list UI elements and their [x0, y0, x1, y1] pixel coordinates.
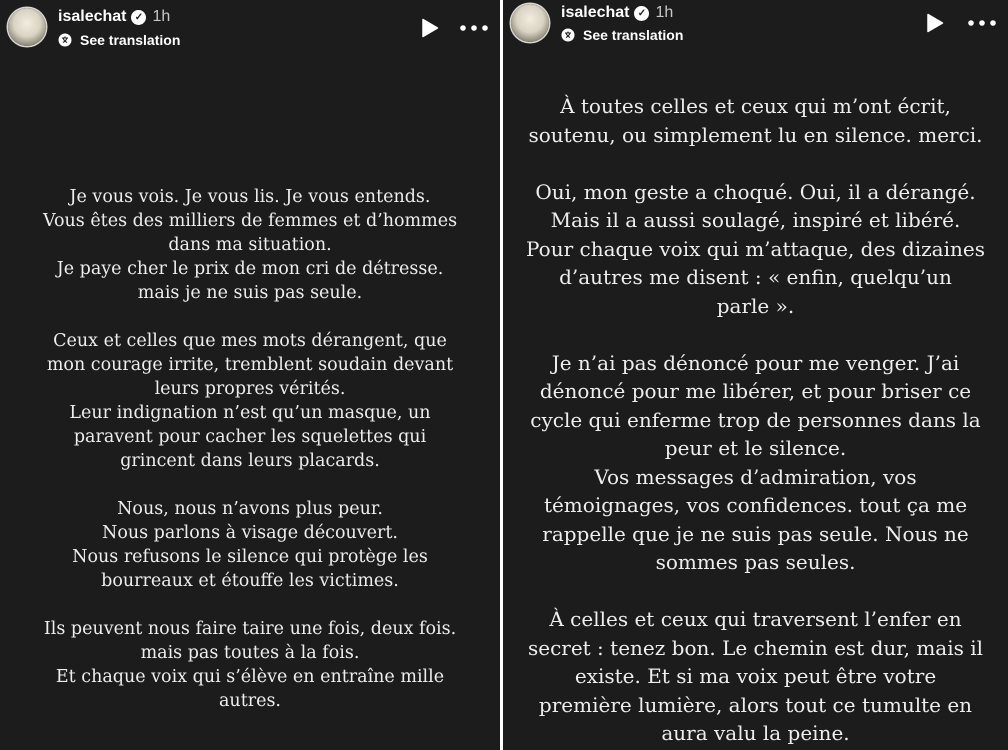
text-line: d’autres me disent : « enfin, quelqu’un [559, 265, 952, 289]
verified-badge-icon: ✓ [634, 6, 649, 21]
text-line: Pour chaque voix qui m’attaque, des dizaines [526, 236, 985, 261]
see-translation-label: See translation [80, 32, 181, 48]
text-line: Nous, nous n’avons plus peur. [117, 499, 383, 519]
text-line: Vous êtes des milliers de femmes et d’hommes [42, 211, 458, 231]
text-line: soutenu, ou simplement lu en silence. merci. [528, 122, 983, 147]
text-line: Je paye cher le prix de mon cri de détresse. [56, 259, 444, 279]
text-line: autres. [218, 691, 281, 711]
post-time: 1h [152, 8, 171, 25]
text-line: Vos messages d’admiration, vos [594, 464, 917, 489]
text-line: bourreaux et étouffe les victimes. [101, 571, 399, 591]
text-line: première lumière, alors tout ce tumulte en [538, 692, 973, 717]
text-line: dans ma situation. [168, 235, 332, 255]
story-text [503, 92, 1008, 748]
verified-badge-icon: ✓ [131, 10, 146, 25]
text-line: Leur indignation n’est qu’un masque, un [69, 403, 431, 423]
text-line: peur et le silence. [664, 436, 847, 460]
avatar[interactable] [511, 4, 549, 42]
translate-icon [58, 33, 72, 47]
text-line: grincent dans leurs placards. [120, 451, 380, 471]
text-line: mais je ne suis pas seule. [137, 283, 363, 303]
text-line: Oui, mon geste a choqué. Oui, il a dérangé. [535, 179, 976, 204]
text-line: parle ». [716, 293, 795, 318]
username[interactable]: isalechat ✓ 1h [561, 4, 674, 21]
paragraph-gap [0, 473, 500, 497]
text-line: sommes pas seules. [655, 550, 856, 574]
text-line: leurs propres vérités. [154, 379, 346, 399]
text-line: À celles et ceux qui traversent l’enfer en [549, 607, 962, 631]
paragraph-gap [0, 305, 500, 329]
text-line: existe. Et si ma voix peut être votre [574, 664, 937, 688]
text-line: Je n’ai pas dénoncé pour me venger. J’ai [551, 350, 960, 375]
paragraph-gap [503, 149, 1008, 178]
see-translation-button[interactable] [561, 27, 683, 43]
text-line: Et chaque voix qui s’élève en entraîne mille [55, 667, 445, 687]
see-translation-button[interactable] [58, 32, 180, 48]
play-icon[interactable] [421, 18, 439, 38]
text-line: Ceux et celles que mes mots dérangent, que [53, 331, 447, 351]
text-line: mais pas toutes à la fois. [140, 643, 360, 663]
paragraph-gap [0, 593, 500, 617]
text-line: Ils peuvent nous faire taire une fois, deux fois. [43, 619, 457, 639]
story-panel-right[interactable] [503, 0, 1008, 750]
text-line: témoignages, vos confidences. tout ça me [543, 493, 968, 517]
avatar[interactable] [8, 8, 46, 46]
text-line: Nous refusons le silence qui protège les [72, 547, 428, 567]
text-line: dénoncé pour me libérer, et pour briser ce [539, 379, 972, 403]
story-header [503, 0, 1008, 56]
see-translation-label: See translation [583, 27, 684, 43]
text-line: Nous parlons à visage découvert. [102, 523, 398, 543]
text-line: paravent pour cacher les squelettes qui [73, 427, 427, 447]
more-options-icon[interactable] [460, 25, 488, 31]
story-header [0, 0, 500, 56]
story-text [0, 185, 500, 713]
paragraph-gap [503, 577, 1008, 606]
post-time: 1h [655, 4, 674, 21]
text-line: secret : tenez bon. Le chemin est dur, mais il [527, 635, 984, 660]
story-panel-left[interactable] [0, 0, 500, 750]
text-line: Je vous vois. Je vous lis. Je vous entends. [69, 187, 431, 207]
text-line: aura valu la peine. [661, 721, 850, 745]
paragraph-gap [503, 320, 1008, 349]
text-line: cycle qui enferme trop de personnes dans la [530, 407, 981, 432]
text-line: À toutes celles et ceux qui m’ont écrit, [560, 94, 951, 118]
play-icon[interactable] [926, 13, 944, 33]
text-line: mon courage irrite, tremblent soudain devant [46, 355, 454, 375]
translate-icon [561, 28, 575, 42]
text-line: Mais il a aussi soulagé, inspiré et libéré. [550, 208, 961, 232]
username[interactable]: isalechat ✓ 1h [58, 8, 171, 25]
more-options-icon[interactable] [968, 20, 996, 26]
text-line: rappelle que je ne suis pas seule. Nous ne [542, 521, 969, 546]
